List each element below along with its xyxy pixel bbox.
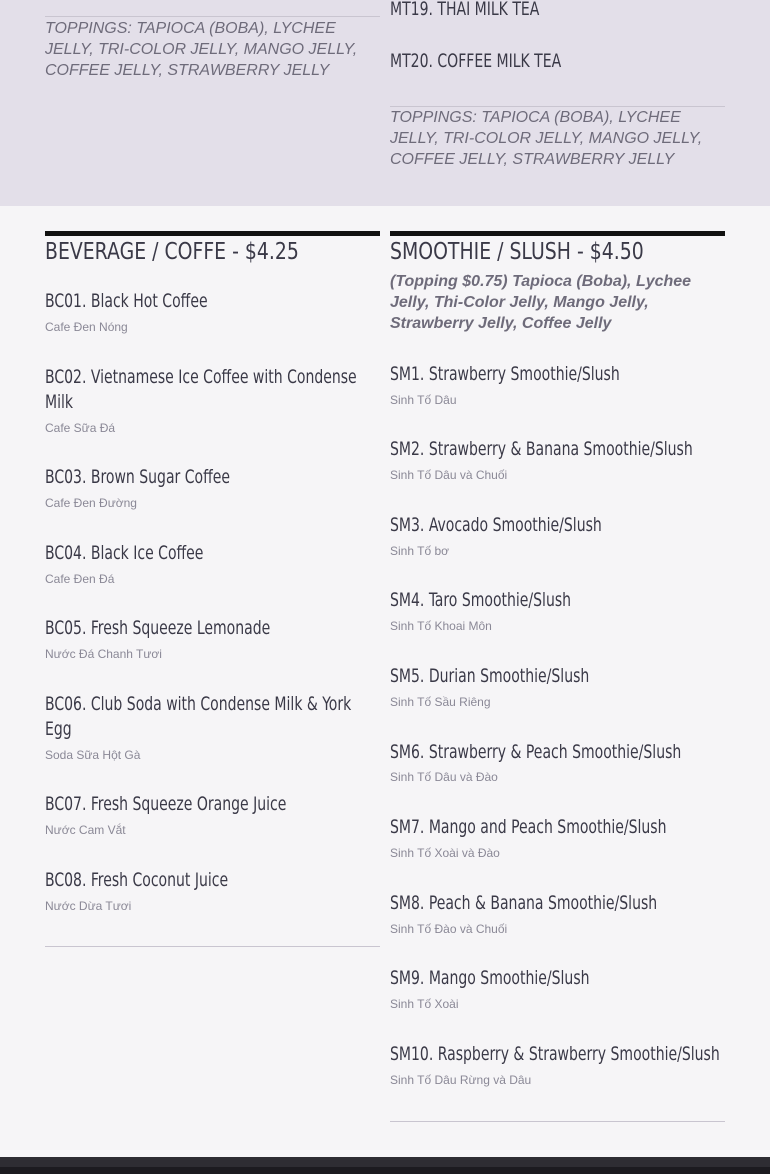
menu-item-subtitle: Sinh Tố Dâu và Chuối <box>390 468 508 482</box>
menu-item-subtitle: Sinh Tố Dâu Rừng và Dâu <box>390 1073 532 1087</box>
toppings-note: TOPPINGS: TAPIOCA (BOBA), LYCHEE JELLY, TRI-COLOR JELLY, MANGO JELLY, COFFEE JELLY, STRAWBERRY JELLY <box>390 109 703 168</box>
menu-item-subtitle: Soda Sữa Hột Gà <box>45 748 141 762</box>
menu-item-subtitle: Sinh Tố Khoai Môn <box>390 619 492 633</box>
menu-item-subtitle: Sinh Tố Đào và Chuối <box>390 922 508 936</box>
menu-item-sm3: SM3. Avocado Smoothie/Slush <box>390 514 602 536</box>
menu-item-subtitle: Nước Đá Chanh Tươi <box>45 647 162 661</box>
menu-item-bc04: BC04. Black Ice Coffee <box>45 542 204 564</box>
menu-item-subtitle: Sinh Tố bơ <box>390 544 450 558</box>
menu-item-subtitle: Cafe Sữa Đá <box>45 421 116 435</box>
menu-item-sm9: SM9. Mango Smoothie/Slush <box>390 967 590 989</box>
menu-item-sm4: SM4. Taro Smoothie/Slush <box>390 589 572 611</box>
menu-item-sm1: SM1. Strawberry Smoothie/Slush <box>390 363 620 385</box>
menu-item-subtitle: Sinh Tố Dâu <box>390 393 457 407</box>
menu-item-mt20: MT20. COFFEE MILK TEA <box>390 50 562 72</box>
menu-item-subtitle: Cafe Đen Nóng <box>45 320 128 334</box>
section-title-smoothie: SMOOTHIE / SLUSH - $4.50 <box>390 239 644 265</box>
menu-item-bc03: BC03. Brown Sugar Coffee <box>45 466 231 488</box>
menu-item-sm7: SM7. Mango and Peach Smoothie/Slush <box>390 816 667 838</box>
menu-item-mt19: MT19. THAI MILK TEA <box>390 0 540 20</box>
footer-inner-bar <box>0 1167 770 1174</box>
section-bar <box>390 231 725 236</box>
menu-item-sm6: SM6. Strawberry & Peach Smoothie/Slush <box>390 741 682 763</box>
menu-item-subtitle: Sinh Tố Xoài <box>390 997 459 1011</box>
footer-bar <box>0 1157 770 1174</box>
menu-item-bc06: BC06. Club Soda with Condense Milk & York Egg <box>45 693 352 740</box>
menu-item-bc05: BC05. Fresh Squeeze Lemonade <box>45 617 271 639</box>
menu-item-subtitle: Cafe Đen Đá <box>45 572 115 586</box>
menu-item-subtitle: Sinh Tố Dâu và Đào <box>390 770 498 784</box>
menu-item-bc07: BC07. Fresh Squeeze Orange Juice <box>45 793 287 815</box>
menu-item-subtitle: Nước Dừa Tươi <box>45 899 132 913</box>
menu-item-subtitle: Nước Cam Vắt <box>45 823 126 837</box>
menu-item-bc08: BC08. Fresh Coconut Juice <box>45 869 229 891</box>
menu-item-sm5: SM5. Durian Smoothie/Slush <box>390 665 590 687</box>
menu-item-sm2: SM2. Strawberry & Banana Smoothie/Slush <box>390 438 693 460</box>
menu-item-bc02: BC02. Vietnamese Ice Coffee with Condense Milk <box>45 366 357 413</box>
toppings-note: TOPPINGS: TAPIOCA (BOBA), LYCHEE JELLY, TRI-COLOR JELLY, MANGO JELLY, COFFEE JELLY, STRAWBERRY JELLY <box>45 20 358 79</box>
divider <box>390 1121 725 1122</box>
menu-item-sm10: SM10. Raspberry & Strawberry Smoothie/Slush <box>390 1043 720 1065</box>
divider <box>45 16 380 17</box>
menu-item-sm8: SM8. Peach & Banana Smoothie/Slush <box>390 892 658 914</box>
menu-item-subtitle: Sinh Tố Xoài và Đào <box>390 846 500 860</box>
menu-item-subtitle: Sinh Tố Sầu Riêng <box>390 695 491 709</box>
section-bar <box>45 231 380 236</box>
section-title-beverage: BEVERAGE / COFFE - $4.25 <box>45 239 299 265</box>
section-note-topping: (Topping $0.75) Tapioca (Boba), Lychee Jelly, Thi-Color Jelly, Mango Jelly, Strawberry Jelly, Coffee Jelly <box>390 273 692 332</box>
menu-item-bc01: BC01. Black Hot Coffee <box>45 290 208 312</box>
menu-item-subtitle: Cafe Đen Đường <box>45 496 137 510</box>
divider <box>45 946 380 947</box>
